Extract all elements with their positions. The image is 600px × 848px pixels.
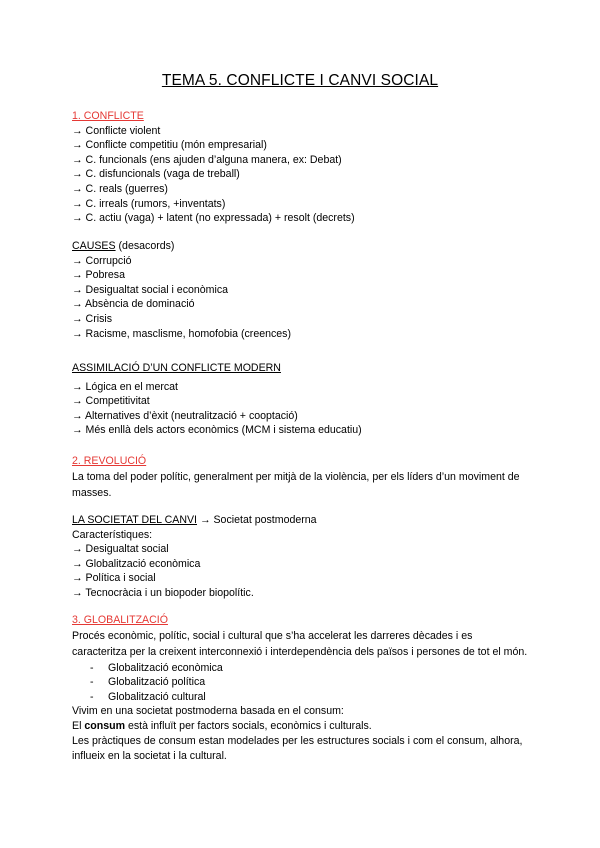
section-globalitzacio (72, 613, 528, 765)
list-item: → Conflicte violent (72, 124, 161, 137)
consum-intro: Vivim en una societat postmoderna basada en el consum: (72, 705, 344, 718)
list-item: → Tecnocràcia i un biopoder biopolític. (72, 586, 254, 599)
list-item: → C. irreals (rumors, +inventats) (72, 197, 226, 210)
list-item: → Conflicte competitiu (món empresarial) (72, 139, 267, 152)
list-item: → C. reals (guerres) (72, 182, 168, 195)
section-heading-revolucio: 2. REVOLUCIÓ (72, 455, 147, 467)
subheading-causes (72, 239, 528, 254)
list-item: → Crisis (72, 312, 113, 325)
section-heading-globalitzacio: 3. GLOBALITZACIÓ (72, 614, 168, 626)
societat-heading: LA SOCIETAT DEL CANVI (72, 514, 198, 526)
consum-line: El consum està influït per factors socials, econòmics i culturals. (72, 719, 372, 732)
paragraph: Procés econòmic, polític, social i cultural que s’ha accelerat les darreres dècades i es caracteritza per la creixent interconnexió i interdependència dels països i persones de tot el món. (72, 629, 528, 659)
section-conflicte (72, 109, 528, 226)
list-item: - Globalització política (90, 676, 206, 689)
list-item: → Desigualtat social (72, 543, 169, 556)
paragraph: La toma del poder polític, generalment per mitjà de la violència, per els líders d’un moviment de masses. (72, 471, 520, 499)
paragraph: Les pràctiques de consum estan modelades per les estructures socials i com el consum, alhora, influeix en la societat i la cultural. (72, 734, 523, 763)
causes-heading-suffix: (desacords) (115, 240, 175, 252)
section-revolucio (72, 453, 528, 501)
list-item: - Globalització econòmica (90, 661, 223, 674)
list-item: → Globalització econòmica (72, 557, 201, 570)
list-item: → Alternatives d’èxit (neutralització + cooptació) (72, 409, 298, 422)
globalitzacio-list (72, 661, 528, 705)
section-societat-canvi (72, 513, 528, 601)
list-item: → Competitivitat (72, 395, 150, 408)
dash-marker: - (90, 690, 94, 703)
list-item: → Absència de dominació (72, 298, 195, 311)
list-item: → Racisme, masclisme, homofobia (creences) (72, 327, 292, 340)
list-item: → Lógica en el mercat (72, 380, 178, 393)
dash-marker: - (90, 661, 94, 674)
list-item: → Més enllà dels actors econòmics (MCM i sistema educatiu) (72, 424, 362, 437)
dash-marker: - (90, 676, 94, 689)
list-item: → Política i social (72, 572, 156, 585)
list-item: → Pobresa (72, 269, 125, 282)
list-item: - Globalització cultural (90, 690, 206, 703)
list-item: → C. actiu (vaga) + latent (no expressada) + resolt (decrets) (72, 212, 355, 225)
consum-bold: consum (84, 719, 125, 732)
list-item: → C. disfuncionals (vaga de treball) (72, 168, 240, 181)
caracteristiques-label: Característiques: (72, 528, 153, 541)
societat-heading-suffix: → Societat postmoderna (197, 514, 317, 526)
section-assimilacio (72, 361, 528, 438)
list-item: → Desigualtat social i econòmica (72, 283, 229, 296)
causes-heading: CAUSES (72, 240, 116, 252)
section-causes (72, 239, 528, 341)
subheading-assimilacio: ASSIMILACIÓ D’UN CONFLICTE MODERN (72, 362, 281, 374)
list-item: → Corrupció (72, 254, 132, 267)
section-heading-conflicte: 1. CONFLICTE (72, 110, 144, 122)
list-item: → C. funcionals (ens ajuden d’alguna manera, ex: Debat) (72, 153, 342, 166)
subheading-societat (72, 513, 528, 528)
page-title: TEMA 5. CONFLICTE I CANVI SOCIAL (161, 72, 439, 89)
